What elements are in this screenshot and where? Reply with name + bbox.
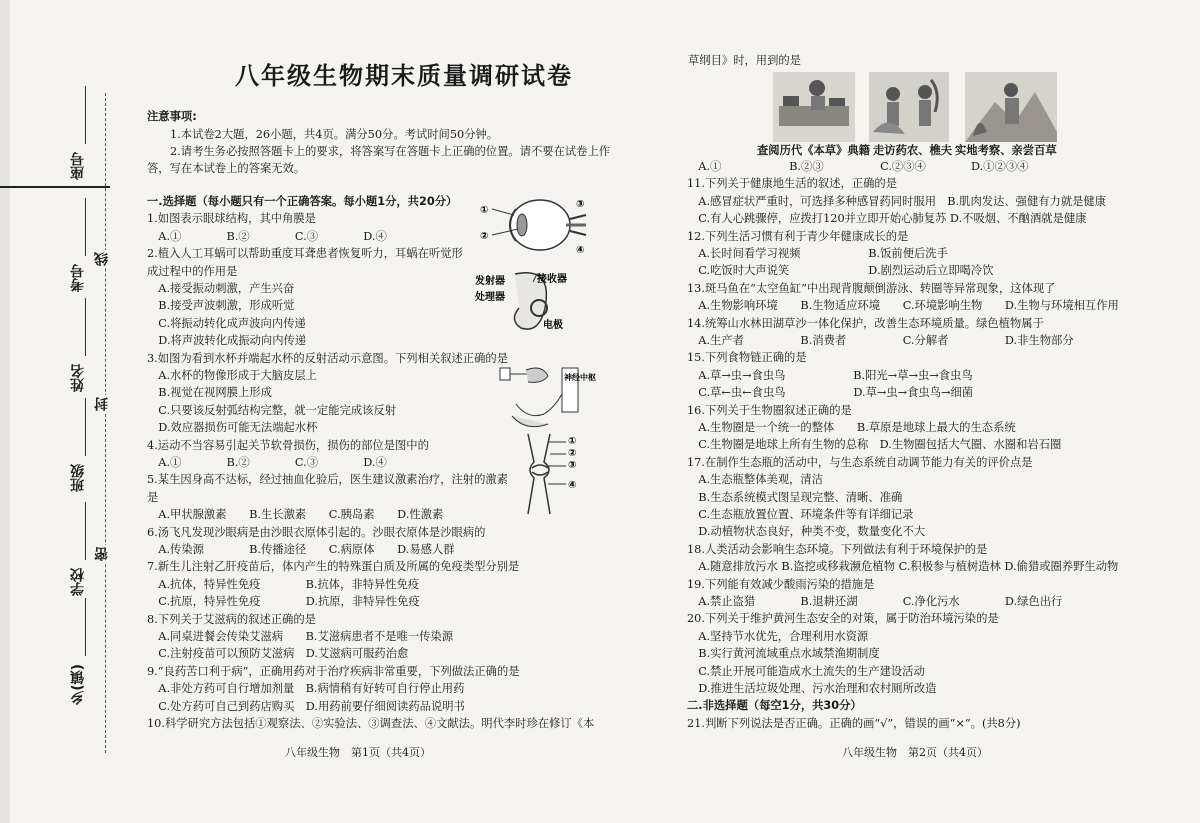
eye-label-4: ④ [576, 245, 585, 256]
question-line: D.推进生活垃圾处理、污水治理和农村厕所改造 [687, 682, 937, 695]
binding-fill-line [85, 298, 86, 356]
question-line: A.水杯的物像形成于大脑皮层上 [147, 369, 317, 382]
joint-label-4: ④ [568, 480, 577, 491]
question-line: 20.下列关于维护黄河生态安全的对策，属于防治环境污染的是 [687, 612, 999, 626]
page-footer-2: 八年级生物 第2页（共4页） [842, 746, 988, 759]
question-line: A.生产者 B.消费者 C.分解者 D.非生物部分 [687, 334, 1074, 347]
question-line: 12.下列生活习惯有利于青少年健康成长的是 [687, 229, 909, 243]
question-line: C.只要该反射弧结构完整，就一定能完成该反射 [147, 403, 397, 417]
question-line: D.效应器损伤可能无法端起水杯 [147, 421, 318, 435]
question-line: 21.判断下列说法是否正确。正确的画“√”，错误的画“×”。(共8分) [687, 716, 1021, 730]
seal-char: 密 [94, 547, 110, 561]
binding-fill-line [85, 398, 86, 456]
question-line: 10.科学研究方法包括①观察法、②实验法、③调查法、④文献法。明代李时珍在修订《本 [147, 717, 595, 730]
eye-label-3: ③ [576, 199, 585, 210]
question-line: B.接受声波刺激，形成听觉 [147, 299, 295, 313]
knee-joint-figure [520, 432, 590, 517]
notice-item: 2.请考生务必按照答题卡上的要求，将答案写在答题卡上正确的位置。请不要在试卷上作 [170, 145, 611, 158]
joint-label-1: ① [568, 436, 577, 447]
binding-field-label: 座号 [70, 152, 86, 180]
binding-dashed-line [105, 93, 106, 753]
ear-label-electrode: 电极 [543, 320, 563, 331]
reflex-arc-figure [498, 364, 596, 434]
ear-label-transmitter: 发射器 [475, 276, 505, 287]
joint-label-2: ② [568, 448, 577, 459]
cochlear-implant-figure [475, 268, 590, 340]
notice-heading: 注意事项: [147, 110, 197, 123]
caption-1: 查阅历代《本草》典籍 [757, 144, 870, 157]
question-line: 是 [147, 490, 159, 504]
notice-item: 1.本试卷2大题，26小题，共4页。满分50分。考试时间50分钟。 [170, 128, 499, 141]
binding-fill-line [85, 598, 86, 656]
eye-label-2: ② [480, 231, 489, 242]
question-line: A.① B.② C.③ D.④ [147, 456, 387, 469]
question-line: A.非处方药可自行增加剂量 B.病情稍有好转可自行停止用药 [147, 682, 465, 696]
reflex-label-center: 神经中枢 [564, 373, 596, 382]
question-line: A.生态瓶整体美观，清洁 [687, 473, 824, 487]
question-line: 5.某生因身高不达标，经过抽血化验后，医生建议激素治疗，注射的激素 [147, 473, 508, 487]
question-line: C.生物圈是地球上所有生物的总称 D.生物圈包括大气圈、水圈和岩石圈 [687, 438, 1062, 452]
question-line: 16.下列关于生物圈叙述正确的是 [687, 403, 852, 417]
question-line: A.抗体，特异性免疫 B.抗体，非特异性免疫 [147, 577, 420, 591]
question-line: 1.如图表示眼球结构，其中角膜是 [147, 212, 316, 226]
caption-2: 走访药农、樵夫 [873, 144, 953, 157]
question-line: B.实行黄河流域重点水域禁渔期制度 [687, 647, 880, 661]
question-line: C.注射疫苗可以预防艾滋病 D.艾滋病可服药治愈 [147, 647, 409, 661]
question-line: C.禁止开展可能造成水土流失的生产建设活动 [687, 664, 925, 678]
section-heading: 一.选择题（每小题只有一个正确答案。每小题1分，共20分） [147, 195, 458, 208]
illustration-visiting-herbalists [869, 72, 949, 142]
question-line: C.有人心跳骤停，应拨打120并立即开始心肺复苏 D.不吸烟、不酗酒就是健康 [687, 212, 1087, 226]
binding-field-label: 学校 [70, 568, 86, 596]
illustration-field-survey [965, 72, 1057, 142]
question-line: C.处方药可自己到药店购买 D.用药前要仔细阅读药品说明书 [147, 699, 465, 713]
ear-label-processor: 处理器 [475, 292, 505, 303]
question-line: A.接受振动刺激，产生兴奋 [147, 282, 295, 295]
question-line: C.抗原，特异性免疫 D.抗原，非特异性免疫 [147, 595, 420, 609]
binding-field-label: 姓名 [70, 364, 86, 392]
seal-char: 线 [94, 252, 110, 266]
question-line: 8.下列关于艾滋病的叙述正确的是 [147, 612, 316, 626]
seal-char: 封 [94, 397, 110, 411]
question-line: A.长时间看学习视频 B.饭前便后洗手 [687, 247, 948, 260]
caption-3: 实地考察、亲尝百草 [955, 144, 1057, 157]
page-footer-1: 八年级生物 第1页（共4页） [285, 746, 431, 759]
question-line: 3.如图为看到水杯并端起水杯的反射活动示意图。下列相关叙述正确的是 [147, 351, 508, 365]
question-line: A.传染源 B.传播途径 C.病原体 D.易感人群 [147, 543, 455, 556]
question-line: C.吃饭时大声说笑 D.剧烈运动后立即喝冷饮 [687, 264, 994, 278]
question-line: D.动植物状态良好，种类不变，数量变化不大 [687, 525, 926, 539]
binding-fill-line [85, 198, 86, 256]
q10-continued: 草纲目》时，用到的是 [688, 54, 801, 67]
question-line: C.草←虫←食虫鸟 D.草→虫→食虫鸟→细菌 [687, 386, 974, 400]
illustration-reading-books [773, 72, 855, 142]
question-line: C.生态瓶放置位置、环境条件等有详细记录 [687, 508, 914, 521]
question-line: 11.下列关于健康地生活的叙述，正确的是 [687, 177, 898, 191]
question-line: 13.斑马鱼在“太空鱼缸”中出现背腹颠倒游泳、转圈等异常现象，这体现了 [687, 281, 1056, 295]
question-line: B.视觉在视网膜上形成 [147, 386, 272, 400]
question-line: 2.植入人工耳蜗可以帮助重度耳聋患者恢复听力，耳蜗在听觉形 [147, 247, 463, 261]
question-line: A.① B.②③ C.②③④ D.①②③④ [687, 160, 1029, 173]
question-line: 15.下列食物链正确的是 [687, 351, 807, 365]
notice-item: 答，写在本试卷上的答案无效。 [147, 162, 306, 175]
question-line: A.草→虫→食虫鸟 B.阳光→草→虫→食虫鸟 [687, 368, 973, 382]
ear-label-receiver: 接收器 [537, 274, 567, 285]
question-line: D.将声波转化成振动向内传递 [147, 334, 307, 348]
binding-field-label: 考号 [70, 264, 86, 292]
binding-fill-line [85, 86, 86, 144]
question-line: 14.统筹山水林田湖草沙一体化保护，改善生态环境质量。绿色植物属于 [687, 316, 1044, 330]
question-line: A.同桌进餐会传染艾滋病 B.艾滋病患者不是唯一传染源 [147, 630, 454, 643]
question-line: A.生物圈是一个统一的整体 B.草原是地球上最大的生态系统 [687, 421, 1016, 434]
question-line: 成过程中的作用是 [147, 264, 238, 278]
question-line: A.① B.② C.③ D.④ [147, 229, 387, 243]
question-line: 9.“良药苦口利于病”，正确用药对于治疗疾病非常重要，下列做法正确的是 [147, 664, 520, 678]
question-line: 19.下列能有效减少酸雨污染的措施是 [687, 577, 875, 591]
question-line: 7.新生儿注射乙肝疫苗后，体内产生的特殊蛋白质及所属的免疫类型分别是 [147, 560, 520, 574]
question-line: A.坚持节水优先，合理利用水资源 [687, 629, 869, 643]
question-line: 17.在制作生态瓶的活动中，与生态系统自动调节能力有关的评价点是 [687, 455, 1033, 469]
question-line: 4.运动不当容易引起关节软骨损伤，损伤的部位是图中的 [147, 438, 429, 452]
scan-edge [0, 0, 10, 823]
exam-title: 八年级生物期末质量调研试卷 [235, 62, 573, 90]
question-line: C.将振动转化成声波向内传递 [147, 316, 306, 330]
eye-label-1: ① [480, 205, 489, 216]
scan-stripe [0, 186, 110, 188]
binding-field-label: 班级 [70, 464, 86, 492]
binding-field-label: 乡(镇) [70, 664, 86, 705]
question-line: 18.人类活动会影响生态环境。下列做法有利于环境保护的是 [687, 542, 988, 556]
question-line: 6.汤飞凡发现沙眼病是由沙眼衣原体引起的。沙眼衣原体是沙眼病的 [147, 525, 486, 539]
question-line: A.甲状腺激素 B.生长激素 C.胰岛素 D.性激素 [147, 508, 444, 522]
binding-fill-line [85, 502, 86, 560]
question-line: A.随意排放污水 B.盗挖或移栽濒危植物 C.积极参与植树造林 D.偷猎或圈养野生动物 [687, 560, 1119, 574]
joint-label-3: ③ [568, 460, 577, 471]
question-line: A.感冒症状严重时，可选择多种感冒药同时服用 B.肌肉发达、强健有力就是健康 [687, 194, 1107, 208]
eye-structure-figure [478, 195, 588, 255]
question-line: B.生态系统模式图呈现完整、清晰、准确 [687, 490, 903, 504]
section-heading: 二.非选择题（每空1分，共30分） [687, 699, 862, 713]
question-line: A.生物影响环境 B.生物适应环境 C.环境影响生物 D.生物与环境相互作用 [687, 299, 1119, 313]
question-line: A.禁止盗猎 B.退耕还湖 C.净化污水 D.绿色出行 [687, 595, 1063, 608]
